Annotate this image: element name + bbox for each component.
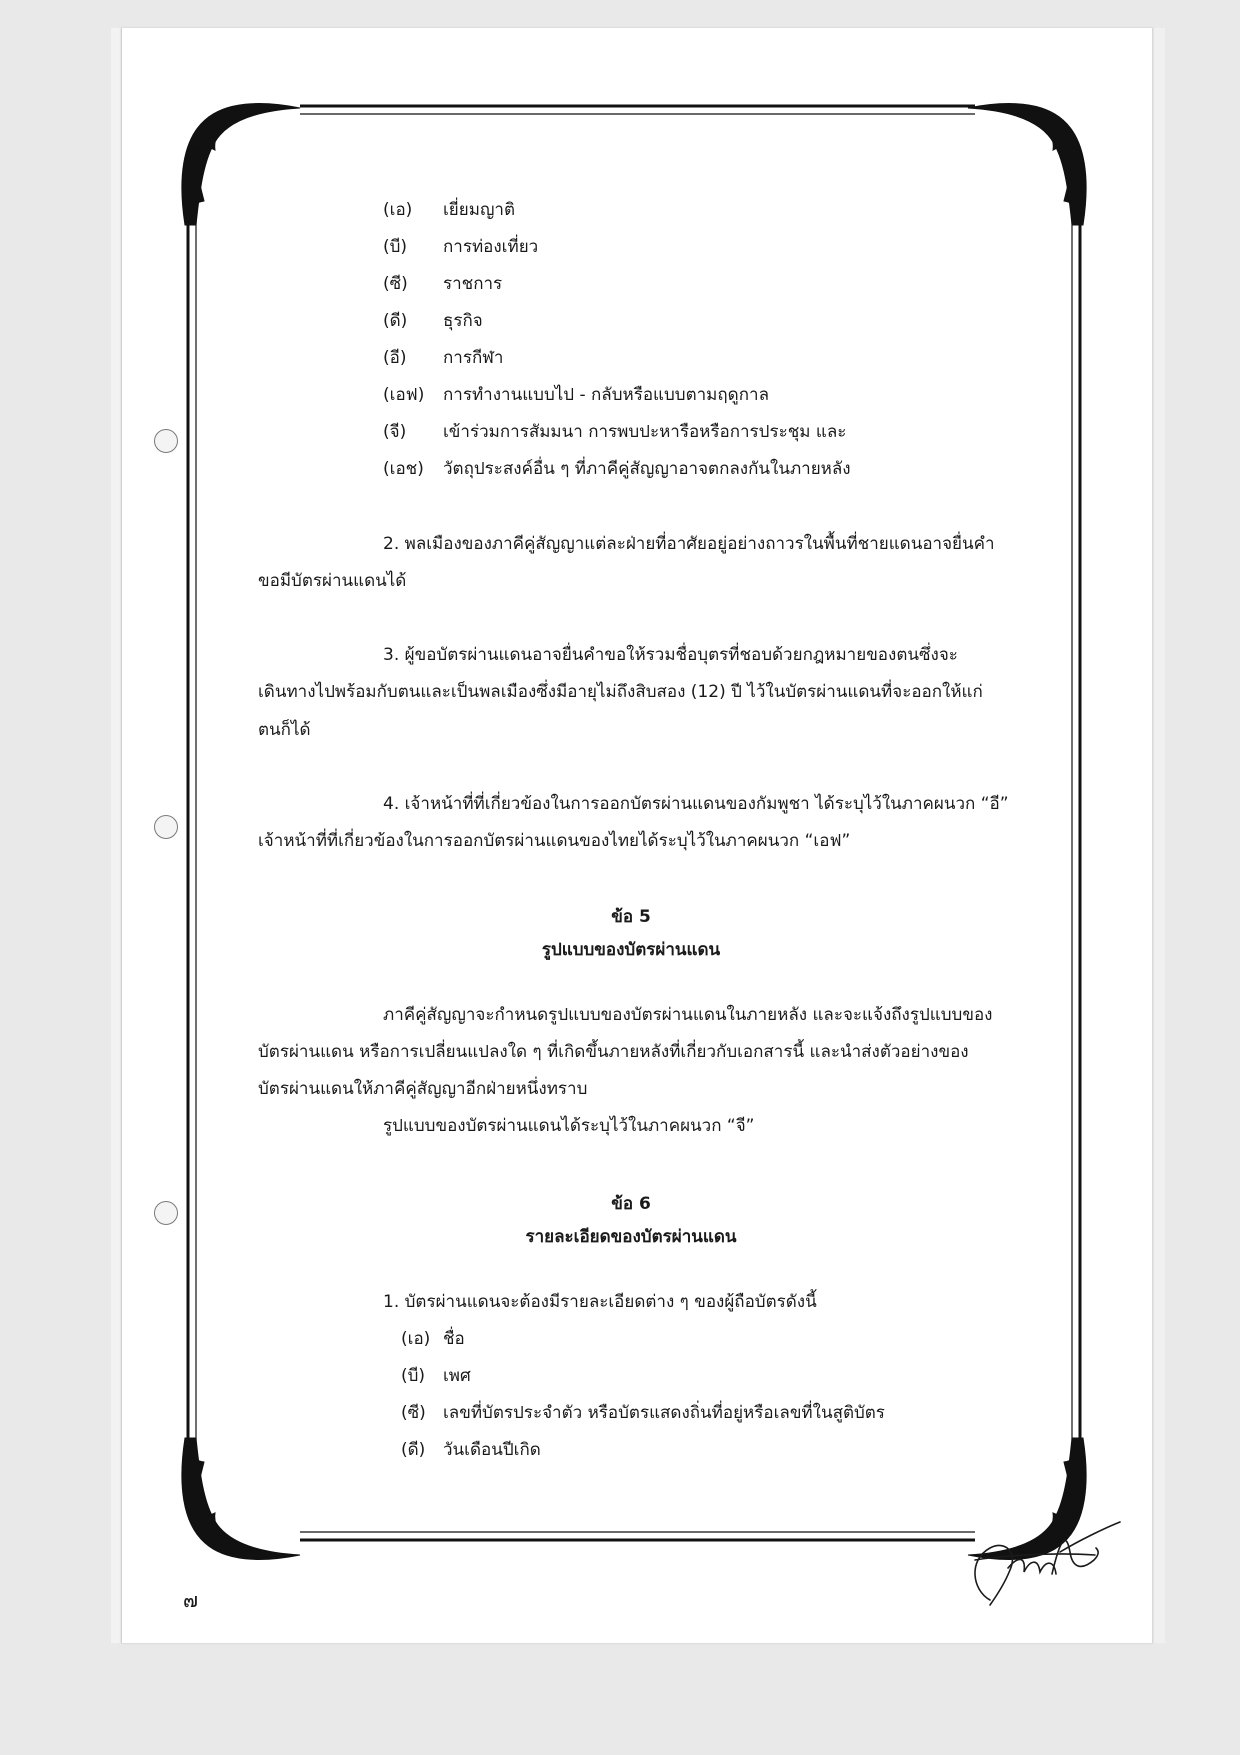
article-6-title: รายละเอียดของบัตรผ่านแดน xyxy=(525,1227,737,1247)
list-item-text: การทำงานแบบไป - กลับหรือแบบตามฤดูกาล xyxy=(443,385,769,405)
paragraph-3-line-1: 3. ผู้ขอบัตรผ่านแดนอาจยื่นคำขอให้รวมชื่อบุตรที่ชอบด้วยกฎหมายของตนซึ่งจะ xyxy=(383,645,958,665)
article-6-number: ข้อ 6 xyxy=(611,1194,651,1214)
article-5-title: รูปแบบของบัตรผ่านแดน xyxy=(541,940,721,960)
list-item-text: ชื่อ xyxy=(443,1329,465,1349)
paragraph-3-line-3: ตนก็ได้ xyxy=(258,720,311,740)
list-item-text: ธุรกิจ xyxy=(443,311,483,331)
article-5-line-1: ภาคีคู่สัญญาจะกำหนดรูปแบบของบัตรผ่านแดนในภายหลัง และจะแจ้งถึงรูปแบบของ xyxy=(383,1005,993,1025)
paragraph-4-line-2: เจ้าหน้าที่ที่เกี่ยวข้องในการออกบัตรผ่านแดนของไทยได้ระบุไว้ในภาคผนวก “เอฟ” xyxy=(258,831,851,851)
list-item-label: (ซี) xyxy=(383,274,408,294)
list-item-label: (เอ) xyxy=(383,200,413,220)
article-5-line-2: บัตรผ่านแดน หรือการเปลี่ยนแปลงใด ๆ ที่เกิดขึ้นภายหลังที่เกี่ยวกับเอกสารนี้ และนำส่งตัวอย่างของ xyxy=(258,1042,969,1062)
list-item-text: ราชการ xyxy=(443,274,503,294)
list-item-text: เลขที่บัตรประจำตัว หรือบัตรแสดงถิ่นที่อยู่หรือเลขที่ในสูติบัตร xyxy=(443,1403,885,1423)
article-6-intro: 1. บัตรผ่านแดนจะต้องมีรายละเอียดต่าง ๆ ของผู้ถือบัตรดังนี้ xyxy=(383,1292,817,1312)
list-item-label: (เอฟ) xyxy=(383,385,425,405)
list-item-text: การท่องเที่ยว xyxy=(443,237,539,257)
list-item-label: (ดี) xyxy=(401,1440,426,1460)
list-item-text: เยี่ยมญาติ xyxy=(443,200,516,220)
list-item-label: (ดี) xyxy=(383,311,408,331)
paragraph-3-line-2: เดินทางไปพร้อมกับตนและเป็นพลเมืองซึ่งมีอายุไม่ถึงสิบสอง (12) ปี ไว้ในบัตรผ่านแดนที่จะออกให้แก่ xyxy=(258,682,983,702)
list-item-text: วัตถุประสงค์อื่น ๆ ที่ภาคีคู่สัญญาอาจตกลงกันในภายหลัง xyxy=(443,459,851,479)
list-item-text: เข้าร่วมการสัมมนา การพบปะหารือหรือการประชุม และ xyxy=(443,422,847,442)
list-item-text: การกีฬา xyxy=(443,348,504,368)
paragraph-2-line-1: 2. พลเมืองของภาคีคู่สัญญาแต่ละฝ่ายที่อาศัยอยู่อย่างถาวรในพื้นที่ชายแดนอาจยื่นคำ xyxy=(383,534,995,554)
list-item-text: เพศ xyxy=(443,1366,471,1386)
article-5-number: ข้อ 5 xyxy=(611,907,651,927)
page-number: ๗ xyxy=(183,1588,199,1612)
paragraph-2-line-2: ขอมีบัตรผ่านแดนได้ xyxy=(258,571,407,591)
article-5-line-4: รูปแบบของบัตรผ่านแดนได้ระบุไว้ในภาคผนวก “จี” xyxy=(383,1116,755,1136)
list-item-label: (จี) xyxy=(383,422,407,442)
list-item-label: (ซี) xyxy=(401,1403,426,1423)
paragraph-4-line-1: 4. เจ้าหน้าที่ที่เกี่ยวข้องในการออกบัตรผ่านแดนของกัมพูชา ได้ระบุไว้ในภาคผนวก “อี” xyxy=(383,794,1009,814)
article-5-line-3: บัตรผ่านแดนให้ภาคีคู่สัญญาอีกฝ่ายหนึ่งทราบ xyxy=(258,1079,588,1099)
list-item-label: (เอช) xyxy=(383,459,424,479)
list-item-label: (บี) xyxy=(401,1366,426,1386)
list-item-label: (เอ) xyxy=(401,1329,431,1349)
list-item-text: วันเดือนปีเกิด xyxy=(443,1440,541,1460)
list-item-label: (อี) xyxy=(383,348,407,368)
list-item-label: (บี) xyxy=(383,237,408,257)
